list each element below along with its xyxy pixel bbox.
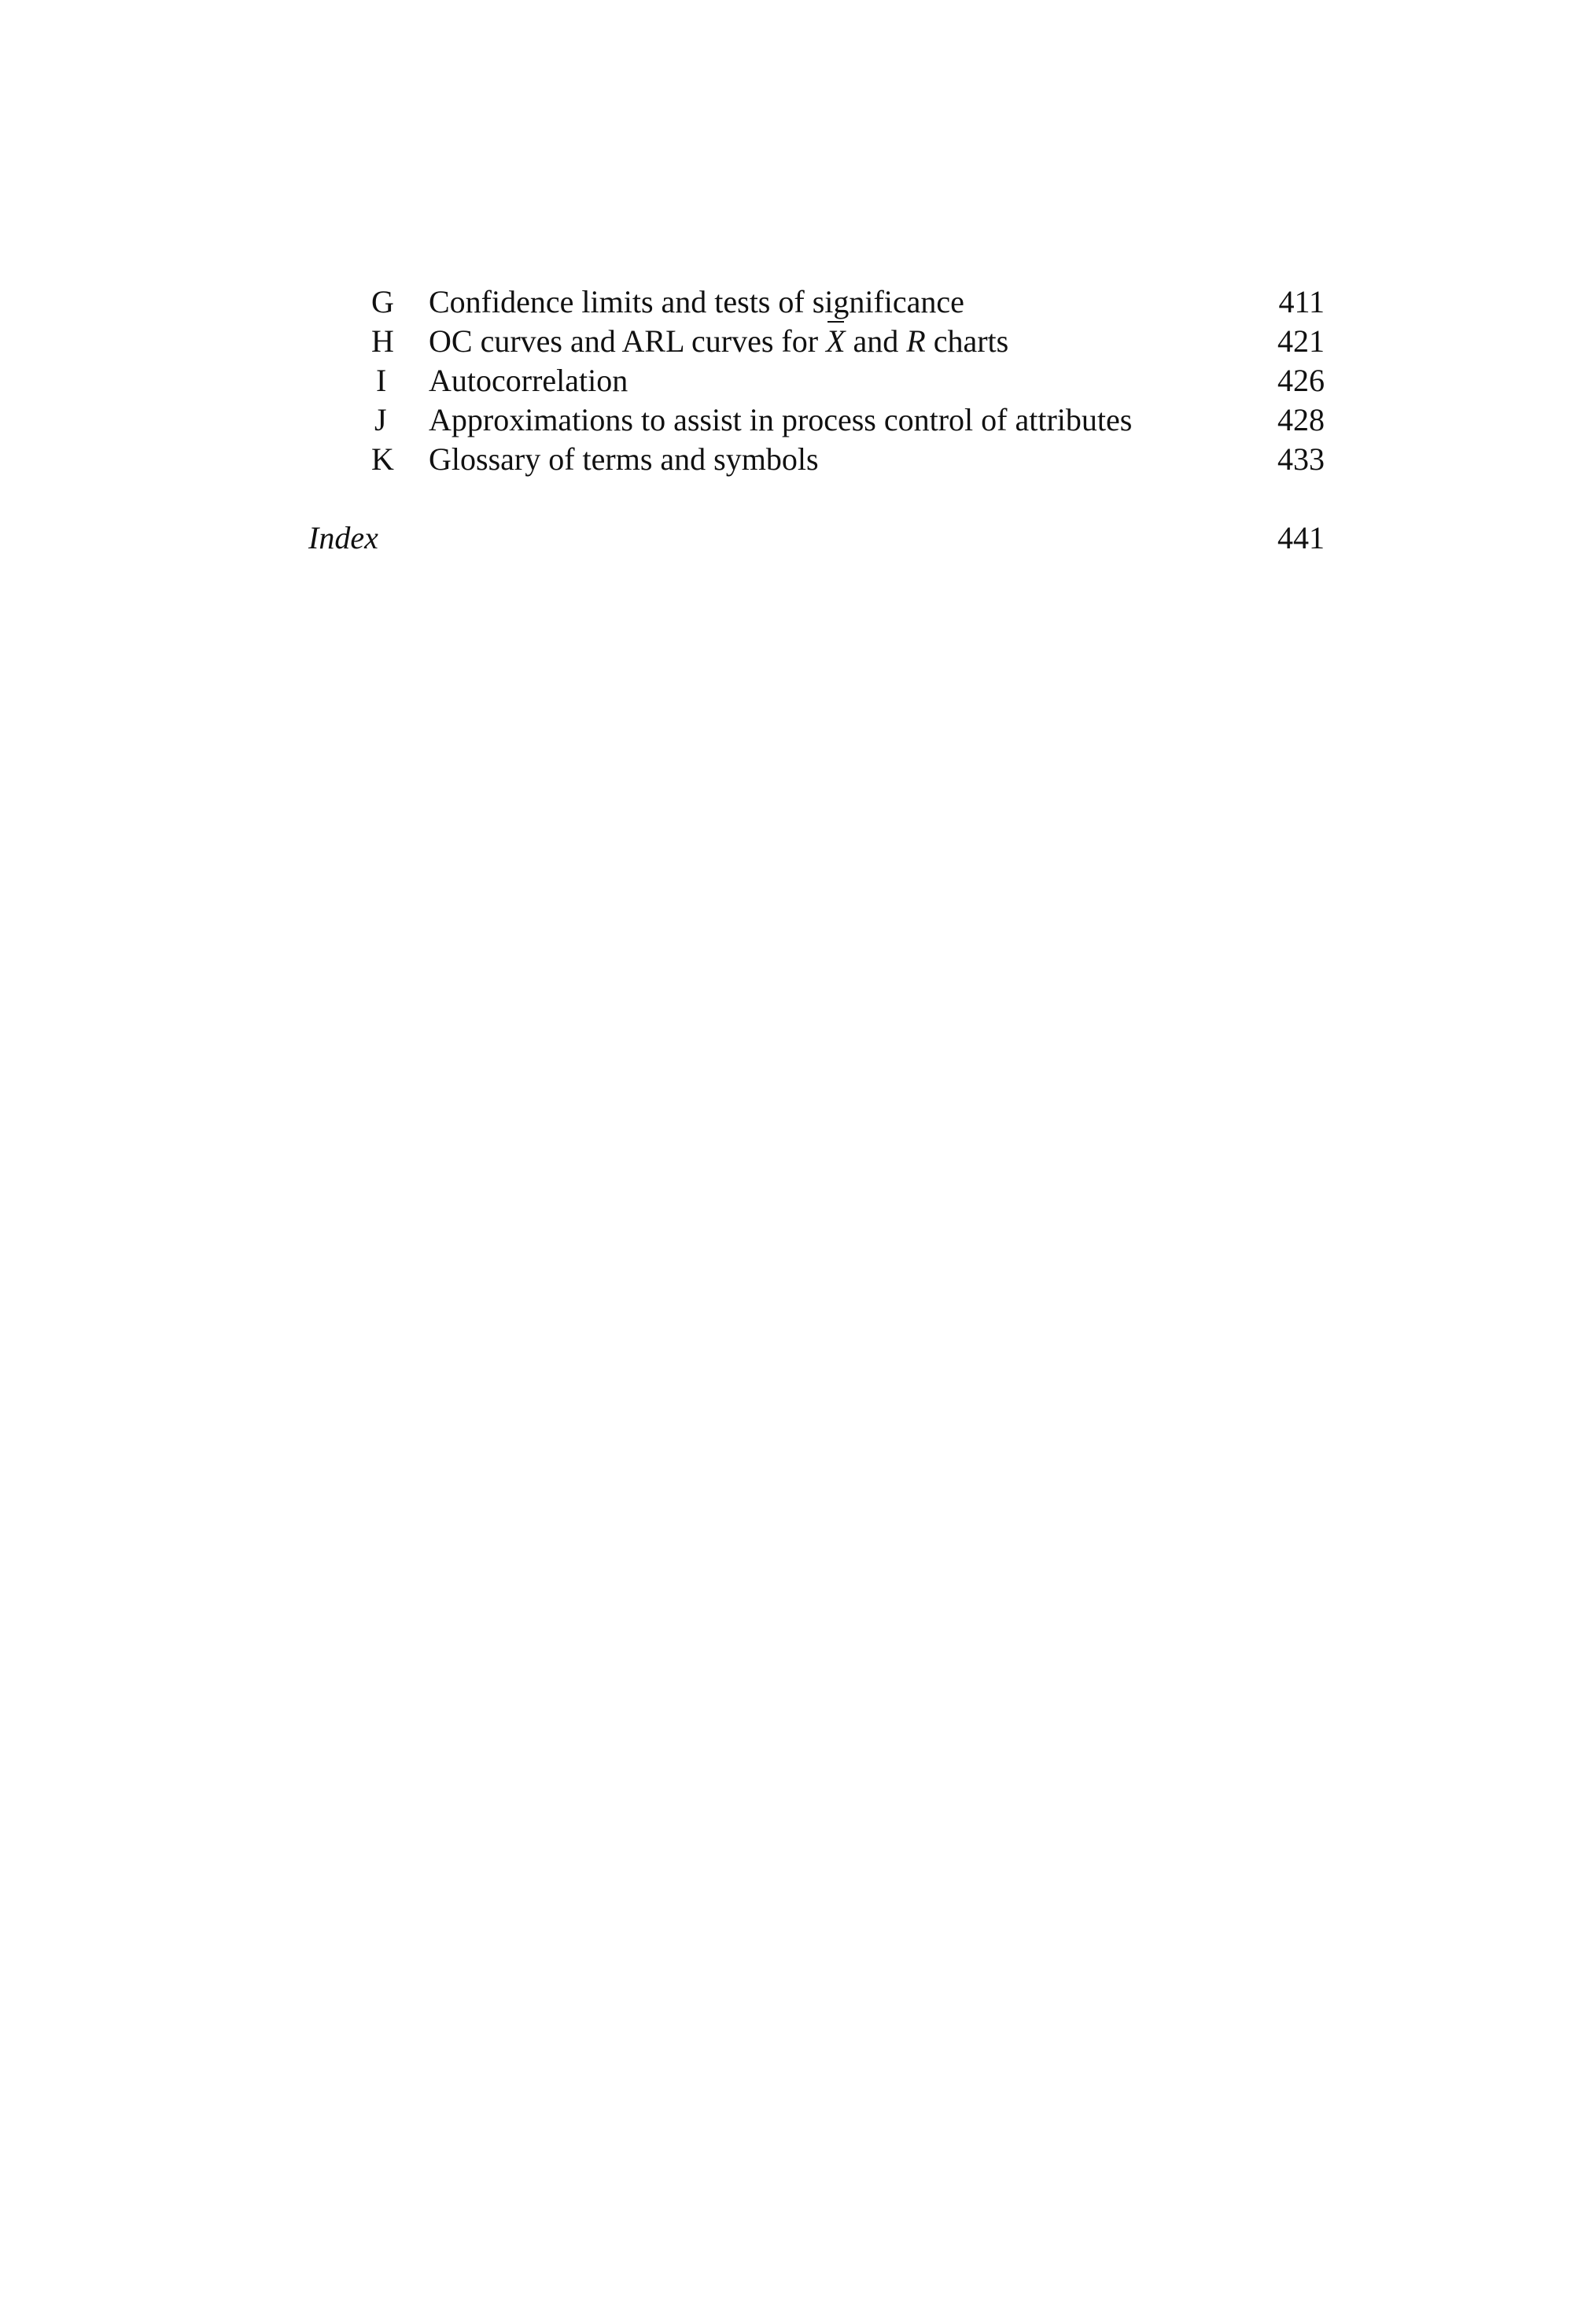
toc-entry-index[interactable] xyxy=(0,518,1596,559)
toc-entry-g[interactable] xyxy=(0,282,1596,323)
x-bar-symbol: X xyxy=(826,321,845,362)
title-part: and xyxy=(845,323,907,359)
appendix-letter: J xyxy=(374,402,387,437)
appendix-letter: H xyxy=(371,323,394,359)
appendix-title: Autocorrelation xyxy=(429,363,628,398)
page-number: 426 xyxy=(1277,363,1325,398)
page-number: 441 xyxy=(1277,520,1325,555)
appendix-title xyxy=(429,321,1008,362)
appendix-title: Approximations to assist in process control of attributes xyxy=(429,402,1133,437)
appendix-letter: K xyxy=(371,441,394,477)
index-label: Index xyxy=(308,520,378,555)
appendix-title: Glossary of terms and symbols xyxy=(429,441,819,477)
page-number: 411 xyxy=(1278,284,1325,319)
title-part: charts xyxy=(925,323,1009,359)
toc-entry-k[interactable] xyxy=(0,439,1596,480)
page-number: 428 xyxy=(1277,402,1325,437)
toc-entry-j[interactable] xyxy=(0,400,1596,441)
page-number: 433 xyxy=(1277,441,1325,477)
toc-entry-h[interactable] xyxy=(0,321,1596,362)
appendix-title: Confidence limits and tests of significance xyxy=(429,284,964,319)
title-part: OC curves and ARL curves for xyxy=(429,323,827,359)
appendix-letter: G xyxy=(371,284,394,319)
page-number: 421 xyxy=(1277,323,1325,359)
appendix-letter: I xyxy=(376,363,387,398)
r-symbol: R xyxy=(906,323,926,359)
toc-entry-i[interactable] xyxy=(0,360,1596,401)
